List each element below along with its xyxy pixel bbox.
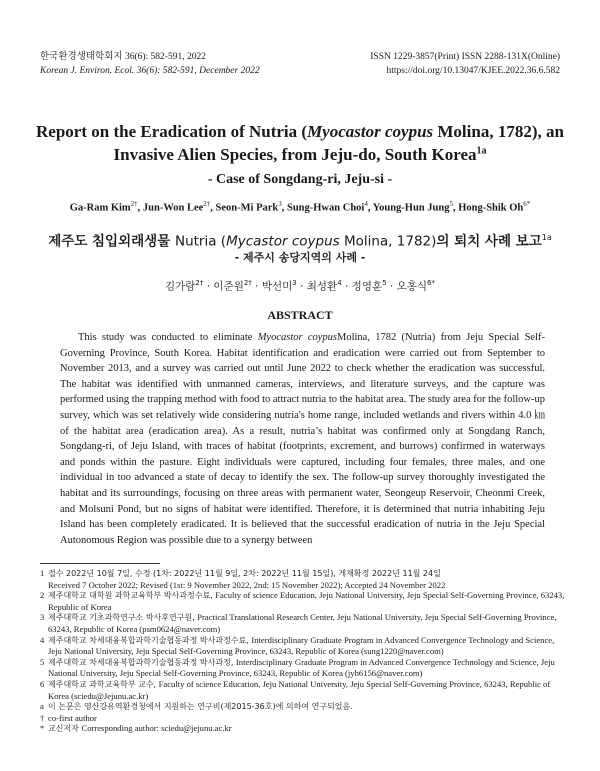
- author-list: [30, 196, 570, 217]
- author-name: Ga-Ram Kim: [69, 202, 131, 214]
- journal-name-english: Korean J. Environ. Ecol. 36(6): 582-591, December 2022: [40, 66, 260, 76]
- footnote-mark: †: [40, 712, 45, 723]
- doi-link[interactable]: https://doi.org/10.13047/KJEE.2022.36.6.582: [386, 66, 560, 76]
- paper-title-line-1: Report on the Eradication of Nutria (Myocastor coypus Molina, 1782), an: [36, 122, 564, 141]
- footnote-divider: [40, 563, 160, 564]
- footnote-korean-text: 제주대학교 기초과학연구소 박사후연구원,: [48, 613, 198, 623]
- korean-author-affiliation-mark: 6*: [427, 279, 435, 287]
- footnote-mark: 1: [40, 568, 45, 578]
- journal-identifiers: [370, 50, 560, 78]
- footnote-item: [40, 657, 565, 679]
- species-name: Myocastor coypus: [307, 122, 434, 141]
- footnote-mark: 4: [40, 634, 45, 645]
- footnote-english-text: Faculty of science Education, Jeju National University, Jeju Special Self-Governing Province, 63243, Republic of Korea: [48, 590, 565, 612]
- korean-author-name: 이준원: [213, 280, 244, 293]
- author-name: Young-Hun Jung: [372, 202, 450, 214]
- korean-author-name: 박선미: [261, 280, 293, 293]
- footnote-korean-text: 제주대학교 대학원 과학교육학부 박사과정수료,: [48, 591, 216, 601]
- author-separator: ·: [296, 280, 307, 293]
- footnote-item: [40, 635, 565, 657]
- author-affiliation-mark: 6*: [523, 200, 531, 208]
- footnote-korean-text: 제주대학교 차세대융복합과학기술협동과정 박사과정,: [48, 657, 236, 667]
- footnote-item: [40, 723, 565, 735]
- footnote-item: [40, 590, 565, 612]
- footnote-english-text: Faculty of science Education, Jeju National University, Jeju Special Self-Governing Province, 63243, Republic of Korea (sciedu@Jejunu.ac.kr): [48, 678, 551, 701]
- footnote-mark: 6: [40, 678, 45, 689]
- author-affiliation-mark: 2†: [203, 200, 211, 208]
- korean-author-affiliation-mark: 2†: [195, 279, 204, 287]
- abstract-heading: ABSTRACT: [267, 308, 333, 322]
- footnote-mark: 3: [40, 612, 45, 623]
- author-separator: ,: [137, 202, 143, 214]
- footnote-mark: 5: [40, 656, 45, 667]
- korean-subtitle: - 제주시 송당지역의 사례 -: [234, 251, 366, 264]
- footnote-korean-text: 교신저자: [48, 724, 82, 734]
- footnote-english-text: Practical Translational Research Center, Jeju National University, Jeju Special Self-Governing Province, 63243, Republic of Korea (psm0624@naver.com): [48, 612, 557, 634]
- title-footnote-mark: 1a: [476, 145, 487, 157]
- author-separator: ·: [251, 280, 262, 293]
- footnote-korean-text: 제주대학교 차세대융복합과학기술협동과정 박사과정수료,: [48, 635, 252, 645]
- species-name: Myocastor coypus: [257, 332, 338, 343]
- issn: ISSN 1229-3857(Print) ISSN 2288-131X(Online): [370, 52, 560, 62]
- author-separator: ,: [281, 202, 287, 214]
- footnote-english-text: Corresponding author: sciedu@jejunu.ac.kr: [81, 723, 232, 734]
- footnote-korean-text: 이 논문은 영산강유역환경청에서 지원하는 연구비(제2015-36호)에 의하여 연구되었음.: [48, 702, 353, 712]
- korean-author-affiliation-mark: 3: [292, 279, 297, 287]
- footnote-item: [40, 701, 565, 713]
- footnote-mark: a: [40, 701, 44, 712]
- footnote-item: [40, 612, 565, 634]
- author-separator: ·: [386, 280, 397, 293]
- korean-author-name: 정영훈: [351, 280, 383, 293]
- korean-author-name: 김가람: [164, 280, 196, 293]
- paper-title-line-2: Invasive Alien Species, from Jeju-do, South Korea$^{1a}$: [113, 145, 487, 164]
- author-separator: ,: [367, 202, 373, 214]
- korean-author-affiliation-mark: 2†: [243, 279, 252, 287]
- author-separator: ,: [452, 202, 459, 214]
- footnote-item: [40, 713, 565, 724]
- author-affiliation-mark: 5: [449, 200, 453, 208]
- footnote-english-text: Interdisciplinary Graduate Program in Advanced Convergence Technology and Science, Jeju National University, Jeju Special Self-Governing Province, 63243, Republic of Korea (sung1220@naver.com): [48, 634, 555, 657]
- author-separator: ·: [341, 280, 352, 293]
- author-affiliation-mark: 2†: [130, 200, 138, 208]
- footnote-english-text: Received 7 October 2022; Revised (1st: 9 November 2022, 2nd: 15 November 2022); Accepted 24 November 2022: [48, 579, 446, 590]
- author-name: Jun-Won Lee: [142, 202, 204, 214]
- footnote-english-text: Interdisciplinary Graduate Program in Advanced Convergence Technology and Science, Jeju National University, Jeju Special Self-Governing Province, 63243, Republic of Korea (jyh6156@naver.com): [48, 656, 555, 679]
- footnote-mark: 2: [40, 590, 45, 601]
- korean-author-name: 오홍식: [396, 280, 428, 293]
- footnote-item: [40, 568, 565, 590]
- korean-author-affiliation-mark: 4: [337, 279, 342, 287]
- korean-author-name: 최성환: [306, 280, 338, 293]
- footnote-english-text: co-first author: [48, 712, 97, 723]
- author-affiliation-mark: 4: [364, 200, 368, 208]
- paper-subtitle: - Case of Songdang-ri, Jeju-si -: [207, 172, 393, 187]
- footnote-item: [40, 679, 565, 701]
- author-separator: ·: [203, 280, 214, 293]
- author-name: Seon-Mi Park: [215, 202, 279, 214]
- footnote-mark: *: [40, 723, 45, 734]
- author-name: Sung-Hwan Choi: [287, 202, 365, 214]
- journal-name-korean: 한국환경생태학회지 36(6): 582-591, 2022: [40, 52, 206, 62]
- journal-header: [40, 50, 260, 78]
- footnote-korean-text: 접수 2022년 10월 7일, 수정 (1차: 2022년 11월 9일, 2차: 2022년 11월 15일), 게재확정 2022년 11월 24일: [48, 569, 441, 578]
- footnote-korean-text: 제주대학교 과학교육학부 교수,: [48, 679, 159, 689]
- korean-title: 제주도 침입외래생물 Nutria (Mycastor coypus Molina, 1782)의 퇴치 사례 보고$^{1a}$: [48, 233, 552, 250]
- korean-author-affiliation-mark: 5: [382, 279, 387, 287]
- author-affiliation-mark: 3: [278, 200, 282, 208]
- author-separator: ,: [210, 202, 216, 214]
- author-name: Hong-Shik Oh: [458, 202, 524, 214]
- korean-author-list: [30, 275, 570, 295]
- abstract-body: This study was conducted to eliminate Myocastor coypusMolina, 1782 (Nutria) from Jeju Special Self-Governing Province, South Korea. Habitat identification and eradication were carried out from September to November 2013, and a survey was carried out until June 2022 to check whether the eradication was successful. The habitat was identified with unmanned cameras, interviews, and literature surveys, and the capture was performed using the trapping method with food to attract nutria to the habitat area. The study area for the follow-up survey, which was set relatively wide considering nutria's home range, included wetlands and rivers within 4.0 ㎞of the habitat area (eradication area). As a result, nutria’s habitat was confirmed only at Songdang Ranch, Songdang-ri, of Jeju Island, with traces of habitat (footprints, excrement, and burrows) confirmed in waterways and ponds within the pasture. Eight individuals were captured, including four females, three males, and one individual in too advanced a state of decay to identify the sex. The follow-up survey thoroughly investigated the habitat and its surroundings, focusing on three areas with permanent water, Seongeup Reservoir, Cheonmi Creek, and Molsuni Pond, but no signs of habitat were identified. Therefore, it is determined that nutria inhabiting Jeju Island has been completely eradicated. It is believed that the successful eradication of nutria in the Jeju Special Autonomous Region was possible due to a synergy between: [60, 332, 545, 546]
- footnotes: [40, 568, 565, 735]
